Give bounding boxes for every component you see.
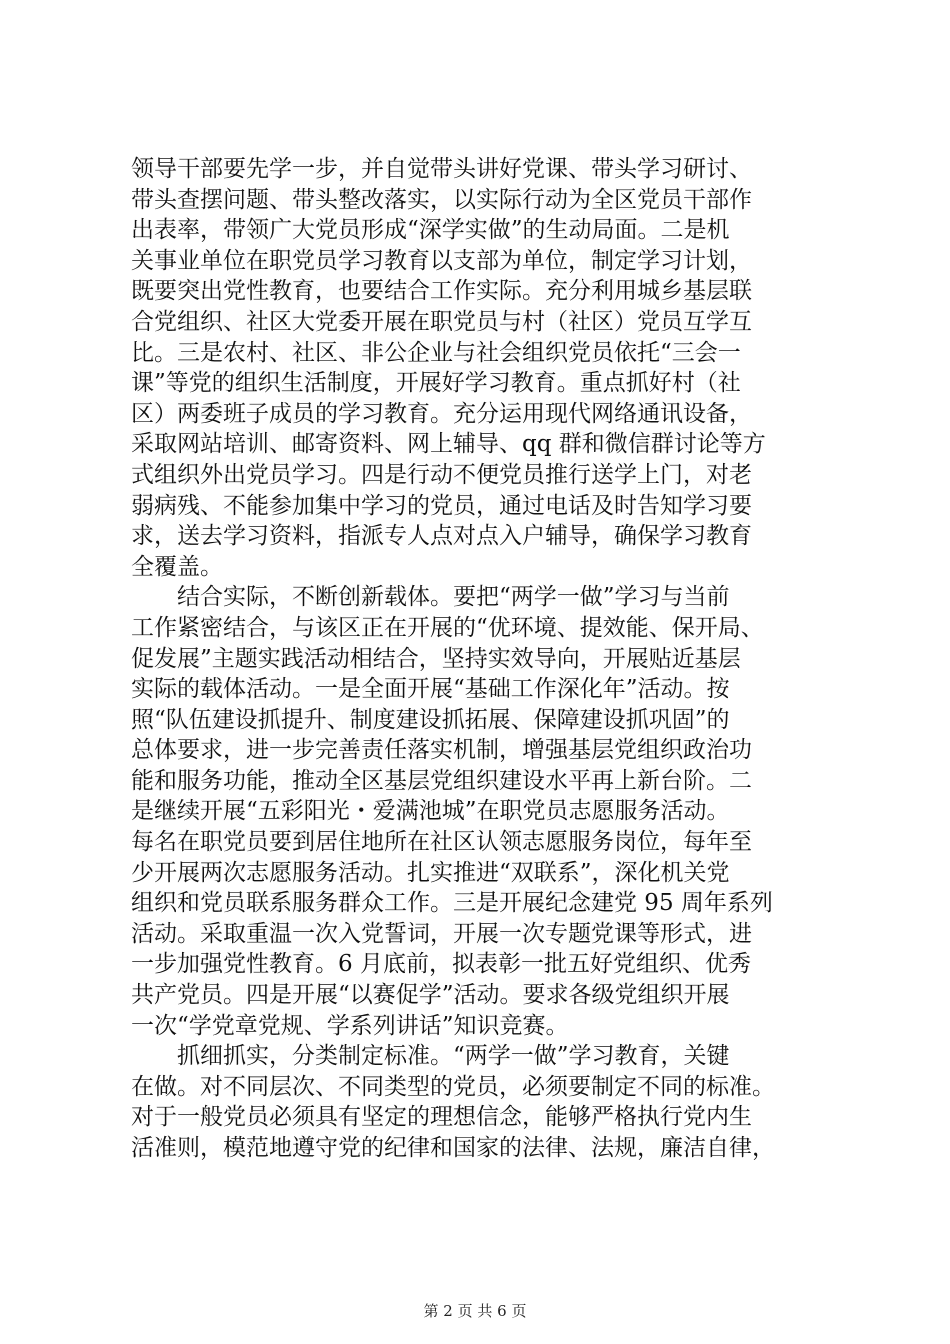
text-line: 共产党员。四是开展“以赛促学”活动。要求各级党组织开展 (131, 982, 730, 1009)
text-line: 既要突出党性教育，也要结合工作实际。充分利用城乡基层联 (131, 278, 752, 305)
text-line: 能和服务功能，推动全区基层党组织建设水平再上新台阶。二 (131, 767, 752, 794)
text-line: 式组织外出党员学习。四是行动不便党员推行送学上门，对老 (131, 461, 752, 488)
text-line: 对于一般党员必须具有坚定的理想信念，能够严格执行党内生 (131, 1104, 752, 1131)
text-line: 是继续开展“五彩阳光・爱满池城”在职党员志愿服务活动。 (131, 798, 730, 825)
text-line: 采取网站培训、邮寄资料、网上辅导、qq 群和微信群讨论等方 (131, 431, 766, 458)
text-line: 比。三是农村、社区、非公企业与社会组织党员依托“三会一 (131, 339, 741, 366)
paragraph-start-line: 结合实际，不断创新载体。要把“两学一做”学习与当前 (177, 584, 730, 611)
text-line: 促发展”主题实践活动相结合，坚持实效导向，开展贴近基层 (131, 645, 741, 672)
paragraph-start-line: 抓细抓实，分类制定标准。“两学一做”学习教育，关键 (177, 1043, 730, 1070)
text-line: 一步加强党性教育。6 月底前，拟表彰一批五好党组织、优秀 (131, 951, 751, 978)
text-line: 求，送去学习资料，指派专人点对点入户辅导，确保学习教育 (131, 523, 752, 550)
page-footer (0, 1300, 950, 1321)
text-line: 每名在职党员要到居住地所在社区认领志愿服务岗位，每年至 (131, 829, 752, 856)
text-line: 出表率，带领广大党员形成“深学实做”的生动局面。二是机 (131, 217, 730, 244)
text-line: 领导干部要先学一步，并自觉带头讲好党课、带头学习研讨、 (131, 156, 752, 182)
text-line: 总体要求，进一步完善责任落实机制，增强基层党组织政治功 (131, 737, 752, 764)
document-body (131, 154, 831, 1164)
text-line: 关事业单位在职党员学习教育以支部为单位，制定学习计划， (131, 247, 752, 274)
text-line: 活准则，模范地遵守党的纪律和国家的法律、法规，廉洁自律， (131, 1135, 775, 1161)
text-line: 全覆盖。 (131, 553, 223, 580)
text-line: 一次“学党章党规、学系列讲话”知识竞赛。 (131, 1012, 569, 1039)
text-line: 照“队伍建设抓提升、制度建设抓拓展、保障建设抓巩固”的 (131, 706, 730, 733)
text-line: 课”等党的组织生活制度，开展好学习教育。重点抓好村（社 (131, 370, 741, 397)
text-line: 合党组织、社区大党委开展在职党员与村（社区）党员互学互 (131, 308, 752, 335)
text-line: 活动。采取重温一次入党誓词，开展一次专题党课等形式，进 (131, 920, 752, 947)
text-line: 弱病残、不能参加集中学习的党员，通过电话及时告知学习要 (131, 492, 752, 519)
text-line: 工作紧密结合，与该区正在开展的“优环境、提效能、保开局、 (131, 614, 764, 641)
page-number-label: 第 2 页 共 6 页 (423, 1302, 527, 1320)
text-line: 区）两委班子成员的学习教育。充分运用现代网络通讯设备， (131, 400, 752, 427)
text-line: 在做。对不同层次、不同类型的党员，必须要制定不同的标准。 (131, 1073, 775, 1100)
text-line: 带头查摆问题、带头整改落实，以实际行动为全区党员干部作 (131, 186, 752, 213)
text-line: 少开展两次志愿服务活动。扎实推进“双联系”，深化机关党 (131, 859, 730, 886)
text-line: 组织和党员联系服务群众工作。三是开展纪念建党 95 周年系列 (131, 890, 773, 917)
text-line: 实际的载体活动。一是全面开展“基础工作深化年”活动。按 (131, 676, 730, 703)
